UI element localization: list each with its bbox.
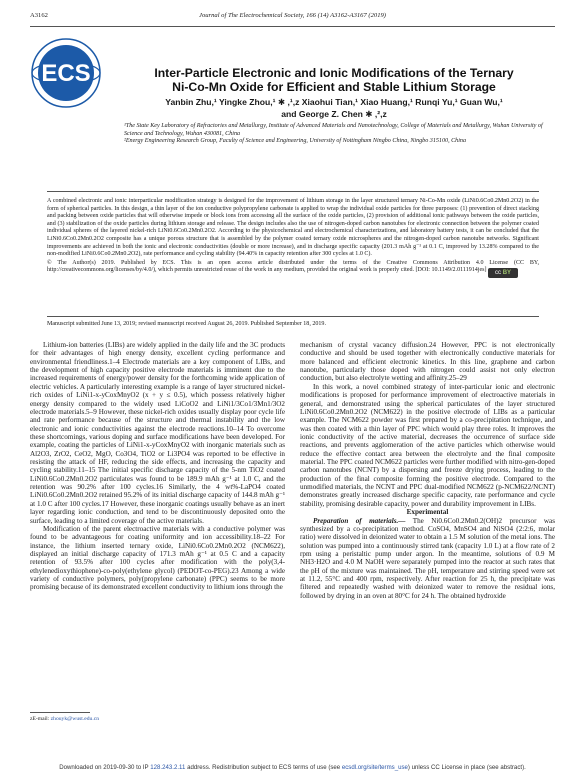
cc-label: cc (495, 270, 502, 277)
download-suffix: ) unless CC License in place (see abstract). (407, 764, 526, 771)
paragraph: Modification of the parent electroactive materials with a conductive polymer was found to be advantageous for coating uniformity and ion accessibility.18–22 For instance, the lithium inserted ternary oxide, LiNi0.6Co0.2Mn0.2O2 (NCM622), displayed an initial discharge capacity of 171.3 mAh g⁻¹ at 0.5 C and a capacity retention of 93.5% after 100 cycles after modification with the poly(3,4-ethylenedioxythiophene)-co-poly(ethylene glycol) (PEDOT-co-PEG).23 Among a wide variety of conductive polymers, poly(propylene carbonate) (PPC) seems to be more promising because of its demonstrated excellent conductivity to lithium ions through the (30, 524, 285, 592)
footnote-rule (30, 712, 90, 713)
manuscript-dates: Manuscript submitted June 13, 2019; revised manuscript received August 26, 2019. Published September 18, 2019. (47, 321, 326, 327)
terms-link[interactable]: ecsdl.org/site/terms_use (341, 764, 408, 771)
abstract-top-rule (47, 191, 539, 192)
paragraph-text: The Ni0.6Co0.2Mn0.2(OH)2 precursor was synthesized by a co-precipitation method. CoSO4, MnSO4 and NiSO4 (2:2:6, molar ratio) were dissolved in deionized water to obtain a 1.5 M solution of the metal ions. The solution was pumped into a continuously stirred tank (capacity 1.0 L) at a flow rate of 2 rpm using a peristaltic pump under argon. In the meantime, solutions of 0.9 M NH3·H2O and 4.0 M NaOH were separately pumped into the reactor at such rates that the pH of the mixture was maintained. The pH, temperature and stirring speed were set at 11.2, 55°C and 400 rpm, respectively. After reaction for 25 h, the precipitate was filtered and repeatedly washed with deionized water to remove the residual ions, followed by drying in an oven at 80°C for 24 h. The obtained hydroxide (300, 516, 555, 600)
running-header (30, 12, 555, 24)
affiliation: ²Energy Engineering Research Group, Faculty of Science and Engineering, University of Nottingham Ningbo China, Ningbo 315100, China (124, 138, 467, 145)
body-right-column (300, 341, 555, 600)
journal-citation: Journal of The Electrochemical Society, 166 (14) A3162-A3167 (2019) (199, 12, 386, 19)
header-rule (30, 26, 555, 27)
body-left-column (30, 341, 285, 592)
cc-by-badge[interactable] (488, 268, 518, 278)
email-link[interactable]: zhouyk@wust.edu.cn (50, 716, 100, 722)
download-notice (0, 764, 585, 771)
license-text: © The Author(s) 2019. Published by ECS. This is an open access article distributed under the terms of the Creative Commons Attribution 4.0 License (CC BY, http://creativecommons.org/licenses/by/4.0/), which permits unrestricted reuse of the work in any medium, provided the original work is properly cited. [DOI: 10.1149/2.0111914jes] (47, 259, 539, 274)
section-heading: Experimental (406, 508, 449, 517)
affiliations (124, 123, 544, 146)
by-label: BY (502, 270, 512, 277)
logo-text: ECS (41, 60, 91, 87)
abstract-body: A combined electronic and ionic interparticular modification strategy is designed for the improvement of lithium storage in the layer structured ternary Ni-Co-Mn oxide (LiNi0.6Co0.2Mn0.2O2) in the form of spherical particles. In this design, a thin layer of the ion conductive polypropylene carbonate is applied to wrap the individual oxide particles for three purposes: (1) prevention of direct stacking and packing between oxide particles that will otherwise impede or block ions from accessing all the surface of the oxide particles, (2) provision of additional ionic pathways between the oxide particles, and (3) stabilization of the oxide particles during lithium storage and release. The design includes also the use of nitrogen-doped carbon nanotubes for electronic connection between the polymer coated individual spheres of the layered nickel-rich LiNi0.6Co0.2Mn0.2O2. According to the physicochemical and electrochemical characterizations, and laboratory battery tests, it can be concluded that the LiNi0.6Co0.2Mn0.2O2 composite has a unique porous structure that is assembled by the polymer coated ternary oxide microspheres and the nitrogen-doped carbon nanotube networks. Significant improvements are achieved in both the ionic and electronic conductivities (double or more increase), and in discharge specific capacity (201.3 mAh g⁻¹ at 0.1 C, improved by 13.28% compared to the non-modified LiNi0.6Co0.2Mn0.2O2), rate performance and cycling stability (94.40% in capacity retention after 300 cycles at 1.0 C). (47, 198, 539, 258)
download-mid: address. Redistribution subject to ECS terms of use (see (187, 764, 341, 771)
page-number: A3162 (30, 12, 48, 19)
paragraph: Lithium-ion batteries (LIBs) are widely applied in the daily life and the 3C products for their advantages of high energy density, excellent cycling performance and environmental friendliness.1–4 Electrode materials are a key component of LIBs, and the development of high capacity positive electrode materials is imminent due to the increased requirements of energy/power density for the forthcoming wide application of electric vehicles. A particularly interesting example is a range of layer structured nickel-rich oxides of LiNi1-x-yCoxMnyO2 (x + y ≤ 0.5), which possess relatively higher energy density compared to the widely used LiCoO2 and LiNi1/3Co1/3Mn1/3O2 electrode materials.5–9 However, these nickel-rich oxides usually display poor cycle life and rate performance because of the structure and thermal instability and the low electronic and ionic conductivities against the electrode reactions.10–14 To overcome these shortcomings, various doping and surface modifications have been developed. For example, coating the particles of LiNi1-x-yCoxMnyO2 with inorganic materials such as Al2O3, ZrO2, CeO2, MgO, Co3O4, TiO2 or Li3PO4 was reported to be effective in resisting the attack of HF, reducing the side effects, and increasing the capacity and cycling stability.11–15 The initial specific discharge capacity of the 5-nm TiO2 coated LiNi0.6Co0.2Mn0.2O2 particulates was found to be 189.9 mAh g⁻¹ at 1.0 C, and the retention was 90.2% after 100 cycles.16 Similarly, the 4 wt%-LaPO4 coated LiNi0.6Co0.2Mn0.2O2 retained 95.2% of its initial discharge capacity of 144.8 mAh g⁻¹ at 1.0 C after 100 cycles.17 However, these inorganic coatings usually behave as an inert layer regarding ionic conduction, and tend to be discontinuously deposited onto the surface, leading to a limited coverage of the active materials. (30, 341, 285, 525)
author-list (124, 97, 544, 120)
abstract (47, 198, 539, 278)
footnote-label: zE-mail: (30, 716, 50, 722)
download-prefix: Downloaded on 2019-09-30 to IP (59, 764, 149, 771)
paragraph: mechanism of crystal vacancy diffusion.24 However, PPC is not electronically conductive and should be used together with electronically conductive materials for more balanced and efficient electronic kinetics. In this line, graphene and carbon nanotube, particularly those doped with nitrogen could assist not only electron conduction, but also electrolyte wetting and affinity.25–29 (300, 341, 555, 383)
ecs-logo (30, 37, 102, 109)
abstract-bottom-rule (47, 316, 539, 317)
license-block (47, 260, 539, 279)
author-line: Yanbin Zhu,¹ Yingke Zhou,¹ ✱ ,¹,z Xiaohui Tian,¹ Xiao Huang,¹ Runqi Yu,¹ Guan Wu,¹ (165, 97, 503, 107)
paragraph: In this work, a novel combined strategy of inter-particular ionic and electronic modifications is proposed for performance improvement of electroactive materials in general, and demonstrated using the spherical particulates of the layer structured LiNi0.6Co0.2Mn0.2O2 (NCM622) in the positive electrode of LIBs as a particular example. The NCM622 powder was first prepared by a co-precipitation technique, and was then coated with a thin layer of PPC which would play three roles. It improves the ionic conductivity of the active material, decreases the occurrence of surface side reactions, and prevents agglomeration of the active particles which otherwise would reduce the effective contact area between the electrolyte and the final composite material. The PPC coated NCM622 particles were further modified with nitro-gen-doped carbon nanotubes (NCNT) by a dispersing and freeze drying process, leading to the production of the final composite forming the positive electrode. Compared to the unmodified materials, the NCNT and PPC dual-modified NCM622 (p-NCM622/NCNT) demonstrates greatly increased discharge specific capacity, rate performance and cycle stability, promising desirable capacity, power and durability improvement in LIBs. (300, 382, 555, 508)
ip-link[interactable]: 128.243.2.11 (150, 764, 186, 771)
paragraph (300, 517, 555, 601)
title-line: Inter-Particle Electronic and Ionic Modifications of the Ternary (154, 66, 514, 80)
title-line: Ni-Co-Mn Oxide for Efficient and Stable Lithium Storage (172, 80, 496, 94)
subsection-label: Preparation of materials.— (313, 516, 406, 525)
author-line: and George Z. Chen ✱ ,²,z (281, 108, 387, 119)
article-title (124, 66, 544, 94)
footnote (30, 716, 99, 722)
affiliation: ¹The State Key Laboratory of Refractories and Metallurgy, Institute of Advanced Materials and Nanotechnology, College of Materials and Metallurgy, Wuhan University of Science and Technology, Wuhan 430081, China (124, 123, 543, 137)
